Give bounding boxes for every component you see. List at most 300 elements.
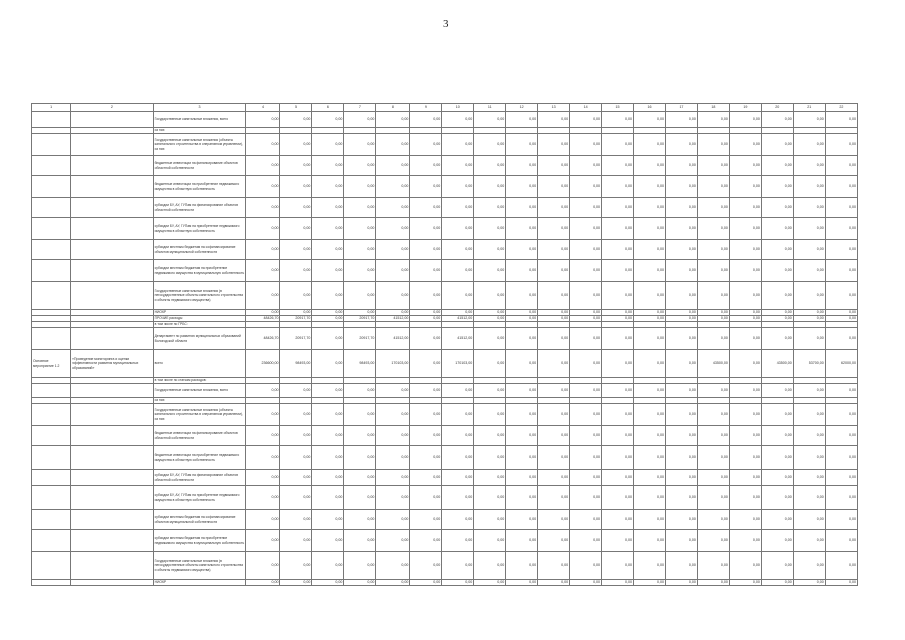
value-cell: 0,00 <box>570 282 602 310</box>
value-cell: 0,00 <box>506 310 538 316</box>
value-cell: 0,00 <box>825 134 857 156</box>
row-label: в том числе по статьям расходов: <box>153 378 246 384</box>
row-label: бюджетные инвестиции на приобретение недвижимого имущества в областную собственность <box>153 176 246 198</box>
value-cell: 0,00 <box>312 580 344 586</box>
value-cell: 0,00 <box>697 404 729 426</box>
value-cell: 0,00 <box>246 580 280 586</box>
value-cell: 0,00 <box>538 510 570 530</box>
value-cell: 0,00 <box>825 260 857 282</box>
value-cell: 0,00 <box>344 426 376 446</box>
value-cell: 0,00 <box>570 260 602 282</box>
value-cell: 0,00 <box>280 260 312 282</box>
measure-name <box>71 198 153 218</box>
value-cell: 0,00 <box>312 446 344 470</box>
value-cell: 0,00 <box>280 470 312 486</box>
value-cell: 0,00 <box>246 218 280 240</box>
value-cell: 0,00 <box>761 282 793 310</box>
value-cell: 0,00 <box>729 260 761 282</box>
value-cell: 0,00 <box>246 176 280 198</box>
value-cell: 0,00 <box>474 282 506 310</box>
measure-number <box>32 552 71 580</box>
column-header: 4 <box>246 104 280 112</box>
value-cell: 0,00 <box>442 218 474 240</box>
value-cell: 0,00 <box>312 218 344 240</box>
value-cell: 0,00 <box>602 350 634 378</box>
value-cell: 0,00 <box>634 510 666 530</box>
value-cell: 20917,70 <box>344 328 376 350</box>
value-cell: 0,00 <box>793 530 825 552</box>
value-cell: 0,00 <box>410 240 442 260</box>
table-row <box>32 350 858 378</box>
value-cell: 0,00 <box>729 446 761 470</box>
value-cell: 0,00 <box>410 384 442 398</box>
value-cell: 0,00 <box>246 404 280 426</box>
value-cell: 0,00 <box>474 112 506 128</box>
value-cell: 0,00 <box>538 134 570 156</box>
value-cell: 0,00 <box>246 260 280 282</box>
value-cell: 0,00 <box>665 552 697 580</box>
value-cell: 0,00 <box>474 350 506 378</box>
value-cell: 0,00 <box>506 530 538 552</box>
column-header: 10 <box>442 104 474 112</box>
value-cell: 0,00 <box>697 176 729 198</box>
value-cell: 0,00 <box>793 384 825 398</box>
value-cell: 0,00 <box>474 580 506 586</box>
value-cell: 0,00 <box>665 316 697 322</box>
table-row <box>32 240 858 260</box>
value-cell: 0,00 <box>280 580 312 586</box>
table-row <box>32 134 858 156</box>
row-label: Государственные капитальные вложения, всего <box>153 112 246 128</box>
value-cell: 0,00 <box>825 240 857 260</box>
measure-number <box>32 176 71 198</box>
value-cell: 48426,70 <box>246 316 280 322</box>
column-header: 18 <box>697 104 729 112</box>
value-cell: 0,00 <box>634 176 666 198</box>
measure-name <box>71 530 153 552</box>
value-cell: 0,00 <box>729 426 761 446</box>
value-cell: 0,00 <box>602 176 634 198</box>
value-cell: 0,00 <box>474 552 506 580</box>
value-cell: 0,00 <box>761 328 793 350</box>
value-cell: 0,00 <box>602 134 634 156</box>
value-cell: 170103,00 <box>376 350 410 378</box>
measure-name <box>71 426 153 446</box>
value-cell: 0,00 <box>634 446 666 470</box>
value-cell: 0,00 <box>761 176 793 198</box>
value-cell: 0,00 <box>376 260 410 282</box>
value-cell: 0,00 <box>634 282 666 310</box>
value-cell: 0,00 <box>376 156 410 176</box>
value-cell: 0,00 <box>602 310 634 316</box>
value-cell: 0,00 <box>376 510 410 530</box>
value-cell: 0,00 <box>246 486 280 510</box>
row-label: субсидии БУ, АУ, ГУПам на приобретение недвижимого имущества в областную собственность <box>153 486 246 510</box>
table-row <box>32 446 858 470</box>
value-cell: 0,00 <box>570 580 602 586</box>
value-cell: 0,00 <box>825 176 857 198</box>
value-cell: 0,00 <box>246 198 280 218</box>
value-cell: 0,00 <box>729 316 761 322</box>
value-cell: 0,00 <box>602 112 634 128</box>
value-cell: 0,00 <box>506 198 538 218</box>
measure-number <box>32 404 71 426</box>
value-cell: 0,00 <box>761 310 793 316</box>
value-cell: 98493,00 <box>280 350 312 378</box>
value-cell: 0,00 <box>793 282 825 310</box>
value-cell: 0,00 <box>697 530 729 552</box>
measure-name <box>71 510 153 530</box>
value-cell: 0,00 <box>825 530 857 552</box>
value-cell: 0,00 <box>697 510 729 530</box>
value-cell: 0,00 <box>506 112 538 128</box>
value-cell: 0,00 <box>634 580 666 586</box>
column-header: 22 <box>825 104 857 112</box>
value-cell: 0,00 <box>506 470 538 486</box>
value-cell: 236600,00 <box>246 350 280 378</box>
value-cell: 0,00 <box>570 156 602 176</box>
value-cell: 0,00 <box>246 156 280 176</box>
value-cell: 0,00 <box>665 282 697 310</box>
value-cell: 0,00 <box>634 552 666 580</box>
value-cell: 0,00 <box>570 350 602 378</box>
row-label: субсидии местным бюджетам на софинансирование объектов муниципальной собственности <box>153 240 246 260</box>
value-cell: 0,00 <box>376 310 410 316</box>
value-cell: 0,00 <box>697 328 729 350</box>
value-cell: 0,00 <box>761 218 793 240</box>
value-cell: 0,00 <box>570 384 602 398</box>
value-cell: 53700,00 <box>793 350 825 378</box>
value-cell: 0,00 <box>410 552 442 580</box>
value-cell: 0,00 <box>793 580 825 586</box>
value-cell: 0,00 <box>602 218 634 240</box>
value-cell: 0,00 <box>246 384 280 398</box>
value-cell: 0,00 <box>729 282 761 310</box>
column-header: 21 <box>793 104 825 112</box>
measure-number <box>32 156 71 176</box>
value-cell: 0,00 <box>410 580 442 586</box>
measure-name <box>71 580 153 586</box>
value-cell: 0,00 <box>410 282 442 310</box>
value-cell: 0,00 <box>634 486 666 510</box>
value-cell: 0,00 <box>344 282 376 310</box>
value-cell: 0,00 <box>825 328 857 350</box>
value-cell: 0,00 <box>602 240 634 260</box>
value-cell: 0,00 <box>634 218 666 240</box>
measure-name <box>71 552 153 580</box>
value-cell: 0,00 <box>729 328 761 350</box>
value-cell: 0,00 <box>474 134 506 156</box>
column-header: 16 <box>634 104 666 112</box>
value-cell: 0,00 <box>793 486 825 510</box>
row-label: из них: <box>153 128 246 134</box>
value-cell: 0,00 <box>344 486 376 510</box>
value-cell: 0,00 <box>410 404 442 426</box>
value-cell: 0,00 <box>697 552 729 580</box>
value-cell: 0,00 <box>825 552 857 580</box>
value-cell: 0,00 <box>538 404 570 426</box>
value-cell: 0,00 <box>344 134 376 156</box>
value-cell: 0,00 <box>442 426 474 446</box>
value-cell: 0,00 <box>729 580 761 586</box>
value-cell: 0,00 <box>665 350 697 378</box>
value-cell: 0,00 <box>570 316 602 322</box>
measure-number <box>32 328 71 350</box>
measure-name <box>71 384 153 398</box>
table-row <box>32 156 858 176</box>
value-cell: 0,00 <box>793 310 825 316</box>
value-cell: 0,00 <box>474 404 506 426</box>
value-cell: 0,00 <box>602 426 634 446</box>
value-cell: 0,00 <box>793 156 825 176</box>
value-cell: 0,00 <box>570 426 602 446</box>
value-cell: 0,00 <box>825 198 857 218</box>
value-cell: 0,00 <box>793 218 825 240</box>
value-cell: 0,00 <box>376 404 410 426</box>
value-cell: 0,00 <box>344 198 376 218</box>
value-cell: 0,00 <box>729 530 761 552</box>
value-cell: 0,00 <box>410 156 442 176</box>
value-cell: 0,00 <box>538 580 570 586</box>
value-cell: 0,00 <box>280 218 312 240</box>
value-cell: 0,00 <box>474 156 506 176</box>
value-cell: 0,00 <box>312 328 344 350</box>
value-cell: 0,00 <box>570 328 602 350</box>
value-cell: 0,00 <box>570 486 602 510</box>
value-cell: 0,00 <box>538 260 570 282</box>
measure-name <box>71 176 153 198</box>
value-cell: 0,00 <box>506 176 538 198</box>
value-cell: 0,00 <box>312 426 344 446</box>
column-header: 14 <box>570 104 602 112</box>
value-cell: 0,00 <box>344 260 376 282</box>
value-cell: 0,00 <box>729 310 761 316</box>
value-cell: 0,00 <box>442 198 474 218</box>
value-cell: 0,00 <box>442 552 474 580</box>
value-cell: 0,00 <box>246 134 280 156</box>
value-cell: 0,00 <box>634 112 666 128</box>
measure-number <box>32 260 71 282</box>
column-header: 19 <box>729 104 761 112</box>
value-cell: 0,00 <box>376 176 410 198</box>
value-cell: 0,00 <box>442 112 474 128</box>
value-cell: 0,00 <box>410 218 442 240</box>
column-header: 2 <box>71 104 153 112</box>
value-cell: 0,00 <box>602 446 634 470</box>
value-cell: 0,00 <box>634 240 666 260</box>
column-header: 8 <box>376 104 410 112</box>
value-cell: 0,00 <box>697 580 729 586</box>
value-cell: 0,00 <box>665 470 697 486</box>
value-cell: 0,00 <box>570 470 602 486</box>
value-cell: 0,00 <box>825 426 857 446</box>
table-row <box>32 112 858 128</box>
value-cell: 0,00 <box>246 282 280 310</box>
value-cell: 0,00 <box>344 580 376 586</box>
value-cell: 0,00 <box>474 486 506 510</box>
value-cell: 0,00 <box>344 510 376 530</box>
row-label: Департамент по развитию муниципальных образований Вологодской области <box>153 328 246 350</box>
value-cell: 0,00 <box>665 510 697 530</box>
value-cell: 0,00 <box>474 218 506 240</box>
value-cell: 0,00 <box>376 552 410 580</box>
value-cell: 0,00 <box>665 446 697 470</box>
value-cell: 0,00 <box>376 282 410 310</box>
value-cell: 0,00 <box>793 446 825 470</box>
value-cell: 0,00 <box>410 176 442 198</box>
header-row <box>32 104 858 112</box>
value-cell: 0,00 <box>344 470 376 486</box>
value-cell: 0,00 <box>697 384 729 398</box>
column-header: 5 <box>280 104 312 112</box>
value-cell: 0,00 <box>634 316 666 322</box>
table-row <box>32 470 858 486</box>
table-row <box>32 552 858 580</box>
value-cell: 0,00 <box>474 260 506 282</box>
value-cell: 0,00 <box>442 260 474 282</box>
value-cell: 0,00 <box>697 240 729 260</box>
value-cell: 170103,00 <box>442 350 474 378</box>
column-header: 20 <box>761 104 793 112</box>
value-cell: 0,00 <box>410 510 442 530</box>
value-cell: 0,00 <box>825 112 857 128</box>
value-cell: 0,00 <box>376 198 410 218</box>
column-header: 1 <box>32 104 71 112</box>
value-cell: 0,00 <box>634 426 666 446</box>
row-label: субсидии БУ, АУ, ГУПам на финансирование объектов областной собственности <box>153 198 246 218</box>
value-cell: 41512,00 <box>376 316 410 322</box>
value-cell: 0,00 <box>442 134 474 156</box>
value-cell: 0,00 <box>280 310 312 316</box>
value-cell: 0,00 <box>825 282 857 310</box>
value-cell: 0,00 <box>761 316 793 322</box>
value-cell: 0,00 <box>825 486 857 510</box>
measure-number <box>32 580 71 586</box>
value-cell: 0,00 <box>474 316 506 322</box>
value-cell: 0,00 <box>344 530 376 552</box>
value-cell: 0,00 <box>825 510 857 530</box>
value-cell: 48426,70 <box>246 328 280 350</box>
value-cell: 0,00 <box>442 176 474 198</box>
value-cell: 0,00 <box>312 552 344 580</box>
value-cell: 0,00 <box>729 198 761 218</box>
row-label: Государственные капитальные вложения (объекты капитального строительства в оперативном управлении), из них: <box>153 404 246 426</box>
row-label: Государственные капитальные вложения (объекты капитального строительства в оперативном управлении), из них: <box>153 134 246 156</box>
value-cell: 0,00 <box>246 510 280 530</box>
value-cell: 0,00 <box>729 552 761 580</box>
value-cell: 0,00 <box>410 486 442 510</box>
value-cell: 0,00 <box>602 404 634 426</box>
value-cell: 0,00 <box>410 446 442 470</box>
value-cell: 0,00 <box>634 530 666 552</box>
value-cell: 0,00 <box>602 552 634 580</box>
value-cell: 0,00 <box>312 404 344 426</box>
column-header: 17 <box>665 104 697 112</box>
value-cell: 0,00 <box>538 350 570 378</box>
value-cell: 0,00 <box>312 350 344 378</box>
value-cell: 0,00 <box>634 470 666 486</box>
value-cell: 0,00 <box>442 470 474 486</box>
value-cell: 0,00 <box>410 198 442 218</box>
value-cell: 0,00 <box>246 470 280 486</box>
value-cell: 0,00 <box>538 198 570 218</box>
value-cell: 0,00 <box>312 198 344 218</box>
row-label: бюджетные инвестиции на финансирование объектов областной собственности <box>153 156 246 176</box>
value-cell: 0,00 <box>312 282 344 310</box>
budget-table <box>31 103 858 586</box>
value-cell: 0,00 <box>280 176 312 198</box>
measure-number <box>32 134 71 156</box>
value-cell: 0,00 <box>506 328 538 350</box>
value-cell: 0,00 <box>697 446 729 470</box>
value-cell: 0,00 <box>538 176 570 198</box>
value-cell: 0,00 <box>376 470 410 486</box>
row-label: субсидии БУ, АУ, ГУПам на финансирование объектов областной собственности <box>153 470 246 486</box>
value-cell: 0,00 <box>410 426 442 446</box>
row-label: бюджетные инвестиции на финансирование объектов областной собственности <box>153 426 246 446</box>
value-cell: 0,00 <box>410 350 442 378</box>
table-row <box>32 282 858 310</box>
value-cell: 0,00 <box>825 580 857 586</box>
value-cell: 0,00 <box>376 530 410 552</box>
value-cell: 0,00 <box>570 552 602 580</box>
value-cell: 0,00 <box>280 134 312 156</box>
value-cell: 0,00 <box>729 218 761 240</box>
value-cell: 0,00 <box>442 446 474 470</box>
value-cell: 20917,70 <box>280 316 312 322</box>
value-cell: 0,00 <box>665 580 697 586</box>
value-cell: 0,00 <box>602 260 634 282</box>
value-cell: 0,00 <box>312 310 344 316</box>
value-cell: 0,00 <box>697 426 729 446</box>
value-cell: 0,00 <box>761 240 793 260</box>
column-header: 6 <box>312 104 344 112</box>
value-cell: 0,00 <box>665 426 697 446</box>
value-cell: 0,00 <box>538 446 570 470</box>
column-header: 11 <box>474 104 506 112</box>
value-cell: 0,00 <box>280 384 312 398</box>
value-cell: 0,00 <box>665 240 697 260</box>
value-cell: 20917,70 <box>280 328 312 350</box>
measure-number <box>32 446 71 470</box>
value-cell: 0,00 <box>506 282 538 310</box>
table-row <box>32 486 858 510</box>
value-cell: 0,00 <box>538 426 570 446</box>
measure-name <box>71 486 153 510</box>
value-cell: 0,00 <box>474 470 506 486</box>
value-cell: 0,00 <box>602 328 634 350</box>
row-label: НИОКР <box>153 310 246 316</box>
column-header: 9 <box>410 104 442 112</box>
value-cell: 0,00 <box>634 384 666 398</box>
table-row <box>32 510 858 530</box>
value-cell: 0,00 <box>729 156 761 176</box>
measure-name <box>71 112 153 128</box>
value-cell: 0,00 <box>825 404 857 426</box>
value-cell: 0,00 <box>344 404 376 426</box>
value-cell: 0,00 <box>506 134 538 156</box>
value-cell: 0,00 <box>825 310 857 316</box>
value-cell: 0,00 <box>761 112 793 128</box>
row-label: всего <box>153 350 246 378</box>
value-cell: 0,00 <box>280 446 312 470</box>
value-cell: 0,00 <box>793 328 825 350</box>
measure-number <box>32 426 71 446</box>
value-cell: 0,00 <box>246 552 280 580</box>
value-cell: 0,00 <box>665 384 697 398</box>
value-cell: 0,00 <box>410 328 442 350</box>
value-cell: 0,00 <box>729 384 761 398</box>
